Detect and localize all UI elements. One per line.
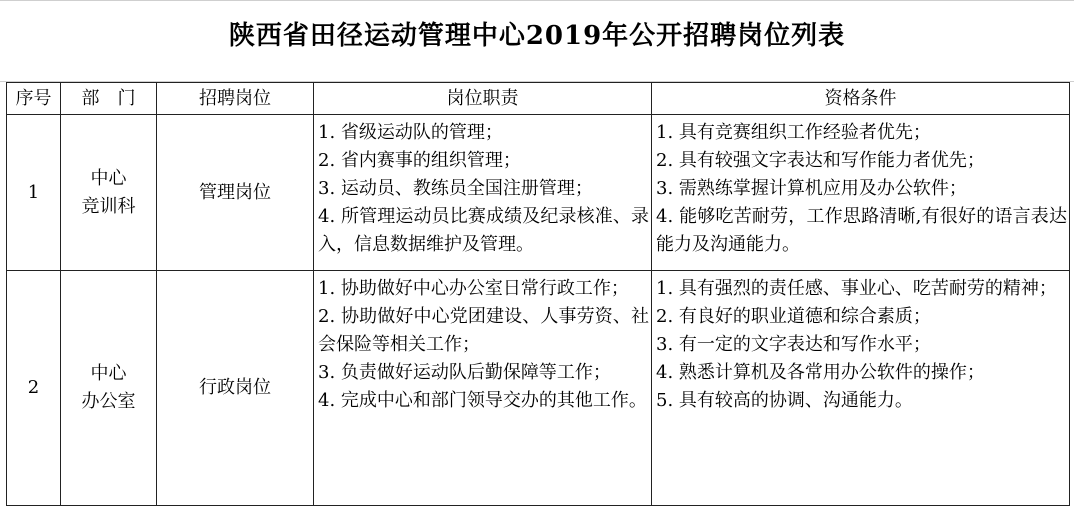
requirement-item: 2. 有良好的职业道德和综合素质； bbox=[656, 306, 931, 327]
department-line: 中心 bbox=[90, 363, 127, 384]
title-area bbox=[0, 0, 1074, 82]
header-position: 招聘岗位 bbox=[157, 83, 314, 115]
header-requirements: 资格条件 bbox=[652, 83, 1070, 115]
duty-item: 3. 运动员、教练员全国注册管理； bbox=[318, 178, 593, 199]
table-header-row bbox=[7, 83, 1070, 115]
requirement-item: 4. 能够吃苦耐劳，工作思路清晰,有很好的语言表达能力及沟通能力。 bbox=[656, 206, 1067, 255]
row-requirements bbox=[652, 271, 1070, 506]
requirement-item: 4. 熟悉计算机及各常用办公软件的操作； bbox=[656, 362, 985, 383]
requirement-item: 5. 具有较高的协调、沟通能力。 bbox=[656, 390, 913, 411]
requirement-item: 3. 有一定的文字表达和写作水平； bbox=[656, 334, 931, 355]
duty-item: 1. 协助做好中心办公室日常行政工作； bbox=[318, 278, 629, 299]
duty-item: 1. 省级运动队的管理； bbox=[318, 122, 503, 143]
row-department bbox=[61, 271, 157, 506]
row-position: 管理岗位 bbox=[157, 115, 314, 271]
requirement-item: 1. 具有竞赛组织工作经验者优先； bbox=[656, 122, 931, 143]
row-duties bbox=[314, 115, 652, 271]
table-row bbox=[7, 115, 1070, 271]
row-duties bbox=[314, 271, 652, 506]
row-index: 1 bbox=[7, 115, 61, 271]
page-title: 陕西省田径运动管理中心2019年公开招聘岗位列表 bbox=[228, 21, 846, 51]
job-table bbox=[6, 82, 1070, 506]
requirement-item: 2. 具有较强文字表达和写作能力者优先； bbox=[656, 150, 985, 171]
duty-item: 3. 负责做好运动队后勤保障等工作； bbox=[318, 362, 611, 383]
header-index: 序号 bbox=[7, 83, 61, 115]
requirement-item: 3. 需熟练掌握计算机应用及办公软件； bbox=[656, 178, 967, 199]
duty-item: 2. 省内赛事的组织管理； bbox=[318, 150, 521, 171]
table-row bbox=[7, 271, 1070, 506]
department-line: 竞训科 bbox=[81, 195, 136, 217]
row-department bbox=[61, 115, 157, 271]
requirement-item: 1. 具有强烈的责任感、事业心、吃苦耐劳的精神； bbox=[656, 278, 1057, 299]
header-department: 部 门 bbox=[61, 83, 157, 115]
duty-item: 4. 所管理运动员比赛成绩及纪录核准、录入，信息数据维护及管理。 bbox=[318, 206, 649, 255]
row-index: 2 bbox=[7, 271, 61, 506]
row-position: 行政岗位 bbox=[157, 271, 314, 506]
duty-item: 4. 完成中心和部门领导交办的其他工作。 bbox=[318, 390, 647, 411]
header-duties: 岗位职责 bbox=[314, 83, 652, 115]
duty-item: 2. 协助做好中心党团建设、人事劳资、社会保险等相关工作； bbox=[318, 306, 649, 355]
row-requirements bbox=[652, 115, 1070, 271]
department-line: 中心 bbox=[90, 167, 127, 189]
department-line: 办公室 bbox=[81, 391, 136, 412]
